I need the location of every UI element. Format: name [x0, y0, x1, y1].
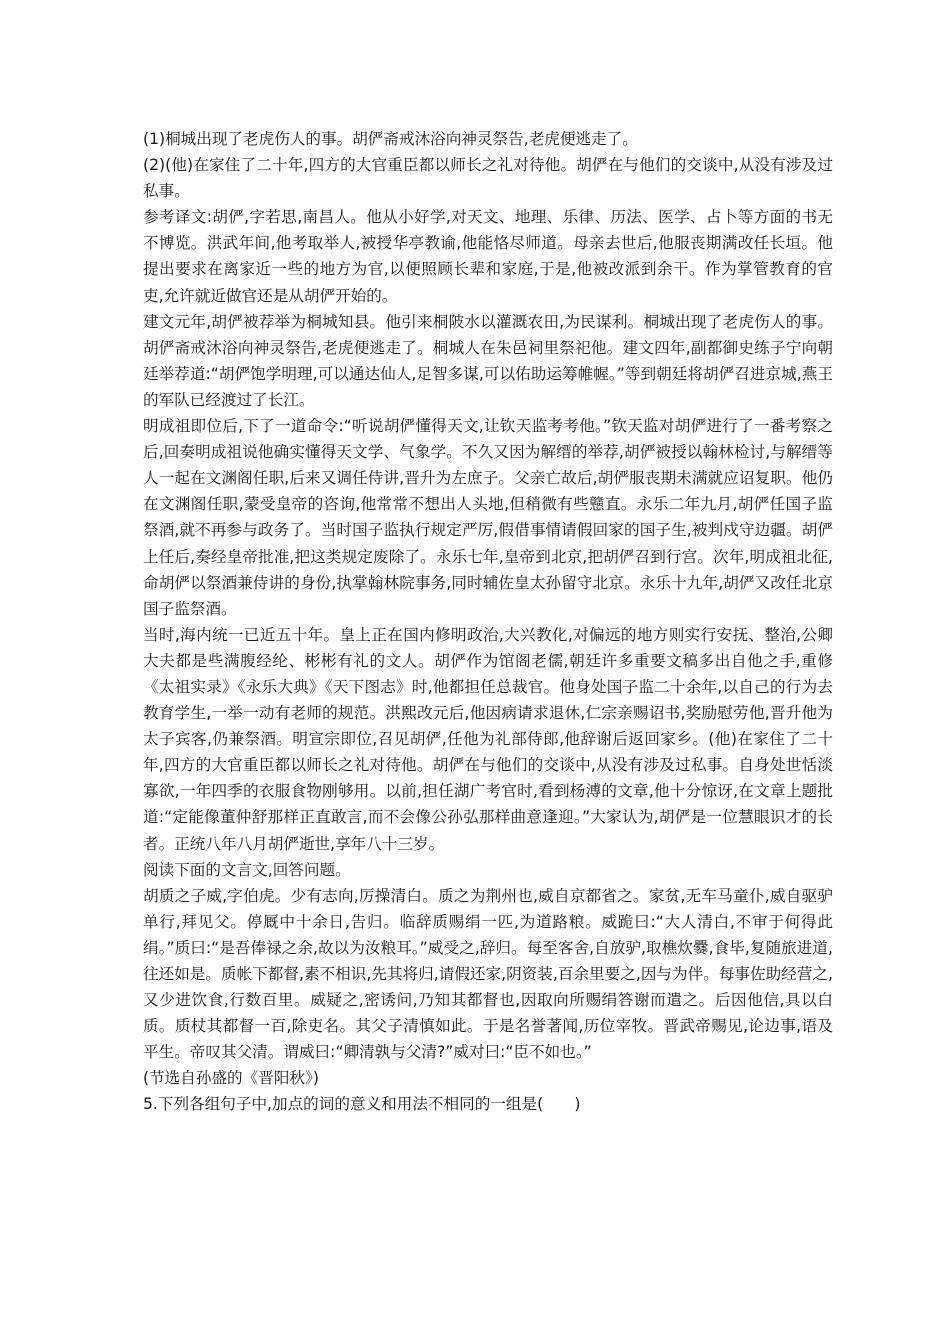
translation-paragraph-4: 当时,海内统一已近五十年。皇上正在国内修明政治,大兴教化,对偏远的地方则实行安抚、整治,公卿大夫都是些满腹经纶、彬彬有礼的文人。胡俨作为馆阁老儒,朝廷许多重要文稿多出自他之手,重修《太祖实录》《永乐大典》《天下图志》时,他都担任总裁官。他身处国子监二十余年,以自己的行为去教育学生,一举一动有老师的规范。洪熙改元后,他因病请求退休,仁宗亲赐诏书,奖励慰劳他,晋升他为太子宾客,仍兼祭酒。明宣宗即位,召见胡俨,任他为礼部侍郎,他辞谢后返回家乡。(他)在家住了二十年,四方的大官重臣都以师长之礼对待他。胡俨在与他们的交谈中,从没有涉及过私事。自身处世恬淡寡欲,一年四季的衣服食物刚够用。以前,担任湖广考官时,看到杨溥的文章,他十分惊讶,在文章上题批道:“定能像董仲舒那样正直敢言,而不会像公孙弘那样曲意逢迎。”大家认为,胡俨是一位慧眼识才的长者。正统八年八月胡俨逝世,享年八十三岁。: [143, 625, 833, 853]
translation-paragraph-1: 参考译文:胡俨,字若思,南昌人。他从小好学,对天文、地理、乐律、历法、医学、占卜等方面的书无不博览。洪武年间,他考取举人,被授华亭教谕,他能恪尽师道。母亲去世后,他服丧期满改任长垣。他提出要求在离家近一些的地方为官,以便照顾长辈和家庭,于是,他被改派到余干。作为掌管教育的官吏,允许就近做官还是从胡俨开始的。: [143, 208, 833, 305]
question-5: 5.下列各组句子中,加点的词的意义和用法不相同的一组是( ): [143, 1095, 581, 1114]
classical-text: 胡质之子威,字伯虎。少有志向,厉操清白。质之为荆州也,威自京都省之。家贫,无车马童仆,威自驱驴单行,拜见父。停厩中十余日,告归。临辞质赐绢一匹,为道路粮。威跪曰:“大人清白,不审于何得此绢。”质曰:“是吾俸禄之余,故以为汝粮耳。”威受之,辞归。每至客舍,自放驴,取樵炊爨,食毕,复随旅进道,往还如是。质帐下都督,素不相识,先其将归,请假还家,阴资装,百余里要之,因与为伴。每事佐助经营之,又少进饮食,行数百里。威疑之,密诱问,乃知其都督也,因取向所赐绢答谢而遣之。后因他信,具以白质。质杖其都督一百,除吏名。其父子清慎如此。于是名誉著闻,历位宰牧。晋武帝赐见,论边事,语及平生。帝叹其父清。谓威曰:“卿清孰与父清?”威对曰:“臣不如也。”: [143, 886, 833, 1062]
translation-paragraph-3: 明成祖即位后,下了一道命令:“听说胡俨懂得天文,让钦天监考考他。”钦天监对胡俨进行了一番考察之后,回奏明成祖说他确实懂得天文学、气象学。不久又因为解缙的举荐,胡俨被授以翰林检讨,与解缙等人一起在文渊阁任职,后来又调任侍讲,晋升为左庶子。父亲亡故后,胡俨服丧期未满就应诏复职。他仍在文渊阁任职,蒙受皇帝的咨询,他常常不想出人头地,但稍微有些戆直。永乐二年九月,胡俨任国子监祭酒,就不再参与政务了。当时国子监执行规定严厉,假借事情请假回家的国子生,被判戍守边疆。胡俨上任后,奏经皇帝批准,把这类规定废除了。永乐七年,皇帝到北京,把胡俨召到行宫。次年,明成祖北征,命胡俨以祭酒兼侍讲的身份,执掌翰林院事务,同时辅佐皇太孙留守北京。永乐十九年,胡俨又改任北京国子监祭酒。: [143, 417, 833, 618]
answer-2: (2)(他)在家住了二十年,四方的大官重臣都以师长之礼对待他。胡俨在与他们的交谈中,从没有涉及过私事。: [143, 156, 833, 201]
source-note: (节选自孙盛的《晋阳秋》): [143, 1069, 319, 1088]
reading-instruction: 阅读下面的文言文,回答问题。: [143, 860, 351, 879]
answer-1: (1)桐城出现了老虎伤人的事。胡俨斋戒沐浴向神灵祭告,老虎便逃走了。: [143, 130, 638, 148]
document-body: [143, 126, 833, 1118]
translation-paragraph-2: 建文元年,胡俨被荐举为桐城知县。他引来桐陂水以灌溉农田,为民谋利。桐城出现了老虎伤人的事。胡俨斋戒沐浴向神灵祭告,老虎便逃走了。桐城人在朱邑祠里祭祀他。建文四年,副都御史练子宁向朝廷举荐道:“胡俨饱学明理,可以通达仙人,足智多谋,可以佑助运筹帷幄。”等到朝廷将胡俨召进京城,燕王的军队已经渡过了长江。: [143, 312, 833, 409]
